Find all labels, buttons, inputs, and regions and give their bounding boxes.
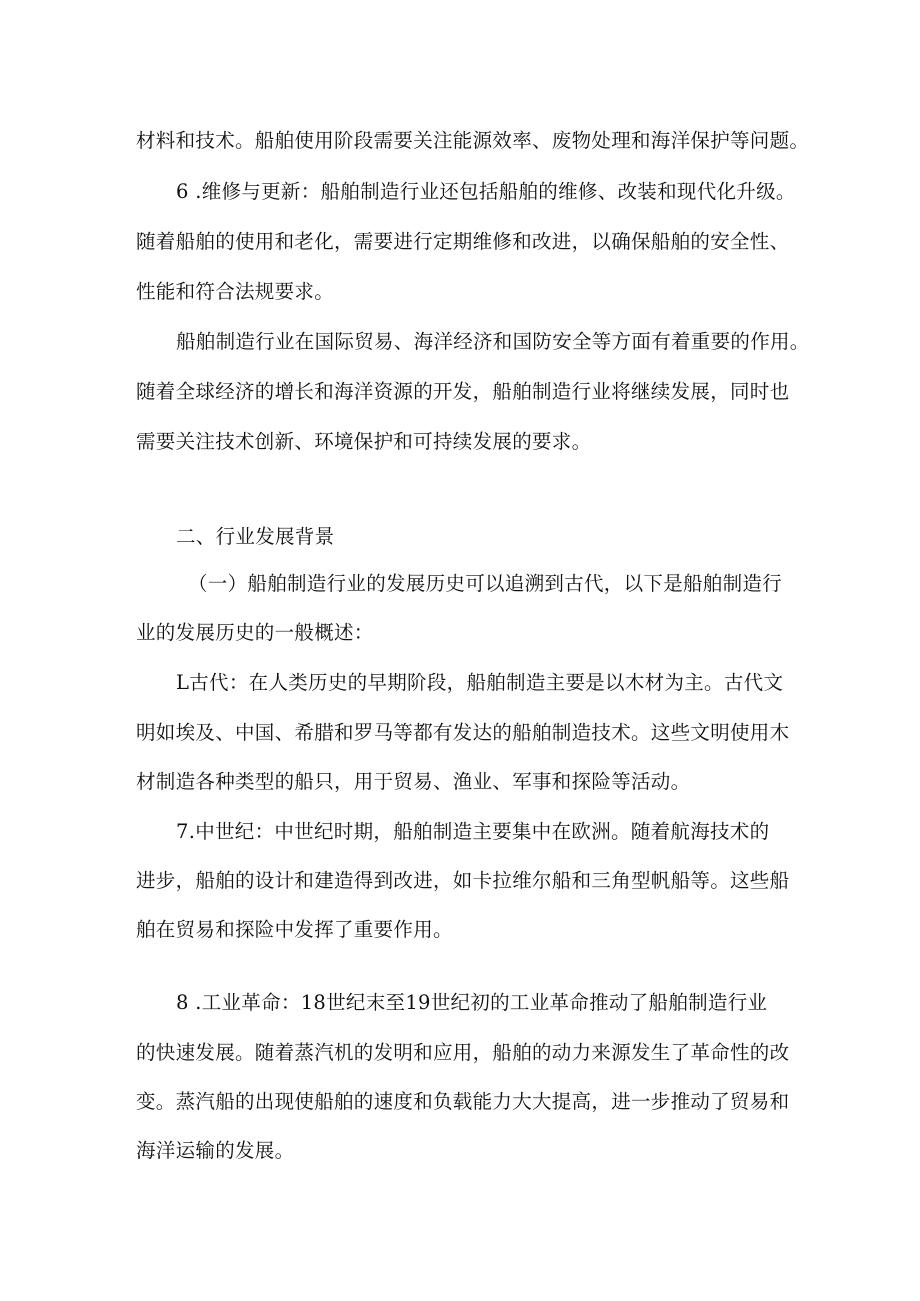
list-item-line: L古代：在人类历史的早期阶段，船舶制造主要是以木材为主。古代文	[176, 671, 784, 694]
paragraph-line: 性能和符合法规要求。	[136, 280, 335, 303]
list-item-line: 舶在贸易和探险中发挥了重要作用。	[136, 918, 453, 941]
list-item-line: 变。蒸汽船的出现使船舶的速度和负载能力大大提高，进一步推动了贸易和	[136, 1090, 790, 1113]
subsection-line: （一）船舶制造行业的发展历史可以追溯到古代，以下是船舶制造行	[188, 572, 783, 595]
subsection-line: 业的发展历史的一般概述：	[136, 621, 374, 644]
list-item-line: 海洋运输的发展。	[136, 1139, 295, 1162]
list-item-line: 的快速发展。随着蒸汽机的发明和应用，船舶的动力来源发生了革命性的改	[136, 1041, 790, 1064]
list-item-line: 8 .工业革命：18世纪末至19世纪初的工业革命推动了船舶制造行业	[176, 991, 768, 1014]
section-heading: 二、行业发展背景	[176, 525, 335, 548]
paragraph-line: 需要关注技术创新、环境保护和可持续发展的要求。	[136, 430, 592, 453]
list-item-line: 7.中世纪：中世纪时期，船舶制造主要集中在欧洲。随着航海技术的	[176, 820, 770, 843]
list-item-line: 材制造各种类型的船只，用于贸易、渔业、军事和探险等活动。	[136, 770, 691, 793]
list-item-line: 明如埃及、中国、希腊和罗马等都有发达的船舶制造技术。这些文明使用木	[136, 721, 790, 744]
paragraph-line: 6 .维修与更新：船舶制造行业还包括船舶的维修、改装和现代化升级。	[176, 180, 796, 203]
list-item-line: 进步，船舶的设计和建造得到改进，如卡拉维尔船和三角型帆船等。这些船	[136, 869, 790, 892]
paragraph-line: 材料和技术。船舶使用阶段需要关注能源效率、废物处理和海洋保护等问题。	[136, 129, 810, 152]
paragraph-line: 随着全球经济的增长和海洋资源的开发，船舶制造行业将继续发展，同时也	[136, 380, 790, 403]
paragraph-line: 随着船舶的使用和老化，需要进行定期维修和改进，以确保船舶的安全性、	[136, 230, 790, 253]
paragraph-line: 船舶制造行业在国际贸易、海洋经济和国防安全等方面有着重要的作用。	[176, 330, 810, 353]
